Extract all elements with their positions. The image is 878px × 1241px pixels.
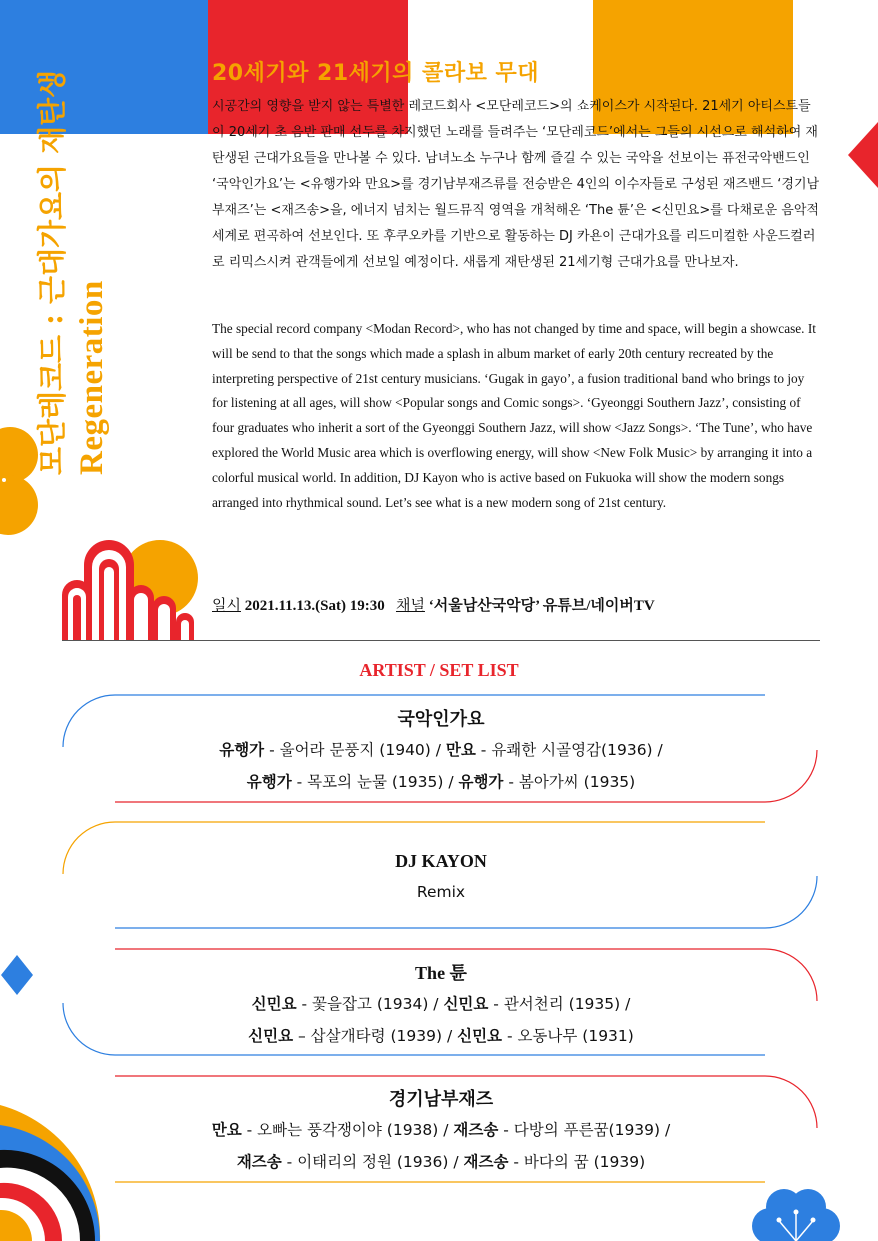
genre-label: 유행가 [458,773,504,791]
channel-value: ‘서울남산국악당’ 유튜브/네이버TV [428,598,655,614]
genre-label: 재즈송 [453,1121,499,1139]
song-entry: - 봄아가씨 (1935) [503,773,636,791]
genre-label: 재즈송 [236,1153,282,1171]
genre-label: 유행가 [219,741,265,759]
setlist-line [62,1114,820,1146]
artist-group [62,958,820,1052]
setlist-line [62,766,820,798]
song-entry: - 유쾌한 시골영감(1936) / [475,741,663,759]
song-entry: - 이태리의 정원 (1936) / [281,1153,464,1171]
blue-flower-shape [752,1189,840,1241]
song-entry: - 오동나무 (1931) [502,1027,634,1045]
artist-group [62,1084,820,1178]
side-title [32,70,112,475]
main-title: 20세기와 21세기의 콜라보 무대 [212,61,539,86]
genre-label: 신민요 [443,995,489,1013]
song-entry: - 꽃을잡고 (1934) / [296,995,444,1013]
genre-label: 재즈송 [463,1153,509,1171]
song-entry: Remix [416,883,466,901]
artist-name: 국악인가요 [397,709,485,729]
setlist-line [62,876,820,908]
setlist-heading: ARTIST / SET LIST [359,660,519,680]
genre-label: 만요 [211,1121,242,1139]
setlist-line [62,734,820,766]
intro-english: The special record company <Modan Record>, who has not changed by time and space, will begin a showcase. It will be send to that the songs which made a splash in album market of early 20th century recreated by the interpreting perspective of 21st century musicians. ‘Gugak in gayo’, a fusion traditional band who brings to joy for listening at all ages, will show <Popular songs and Comic songs>. ‘Gyeonggi Southern Jazz’, consisting of four graduates who inherit a sort of the Gyeonggi Southern Jazz, will show <Jazz Songs>. ‘The Tune’, who have explored the World Music area which is overflowing energy, will show <New Folk Music> by arranging it into a colorful musical world. In addition, DJ Kayon who is active based on Fukuoka will show the modern songs arranged into rhythmical sound. Let’s see what is a new modern song of 21st century. [212,321,816,510]
blue-diamond [1,955,33,995]
song-entry: - 다방의 푸른꿈(1939) / [498,1121,671,1139]
genre-label: 신민요 [251,995,297,1013]
side-title-en: Regeneration [74,280,110,475]
red-diamond [848,122,878,188]
schedule [212,594,655,615]
setlist-line [62,1146,820,1178]
song-entry: - 오빠는 풍각쟁이야 (1938) / [241,1121,454,1139]
genre-label: 신민요 [248,1027,294,1045]
song-entry: – 삽살개타령 (1939) / [293,1027,458,1045]
side-title-ko: 모단레코드 : 근대가요의 재탄생 [35,69,69,475]
channel-label: 채널 [395,598,425,614]
song-entry: - 울어라 문풍지 (1940) / [264,741,446,759]
artist-group [62,846,820,908]
date-label: 일시 [212,598,241,614]
artist-name: DJ KAYON [395,851,487,871]
setlist-line [62,988,820,1020]
date-value: 2021.11.13.(Sat) 19:30 [244,598,385,614]
artist-name: The 튠 [415,963,467,983]
setlist-line [62,1020,820,1052]
song-entry: - 관서천리 (1935) / [488,995,631,1013]
intro-korean: 시공간의 영향을 받지 않는 특별한 레코드회사 <모단레코드>의 쇼케이스가 시작된다. 21세기 아티스트들이 20세기 초 음반 판매 선두를 차지했던 노래를 들려주는 ‘모단레코드’에서는 그들의 시선으로 해석하여 재탄생된 근대가요들을 만나볼 수 있다. 남녀노소 누구나 함께 즐길 수 있는 국악을 선보이는 퓨전국악밴드인 ‘국악인가요’는 <유행가와 만요>를 경기남부재즈류를 전승받은 4인의 이수자들로 구성된 재즈밴드 ‘경기남부재즈’는 <재즈송>을, 에너지 넘치는 월드뮤직 영역을 개척해온 ‘The 튠’은 <신민요>를 다채로운 음악적 세계로 편곡하여 선보인다. 또 후쿠오카를 기반으로 활동하는 DJ 카욘이 근대가요를 리드미컬한 사운드컬러로 리믹스시켜 관객들에게 선보일 예정이다. 새롭게 재탄생된 21세기형 근대가요를 만나보자. [212,99,820,270]
song-entry: - 목포의 눈물 (1935) / [291,773,459,791]
artist-name: 경기남부재즈 [388,1089,494,1109]
artist-group [62,704,820,798]
genre-label: 신민요 [457,1027,503,1045]
arch-illustration [62,540,198,640]
genre-label: 만요 [445,741,476,759]
divider [62,640,820,641]
genre-label: 유행가 [246,773,292,791]
song-entry: - 바다의 꿈 (1939) [508,1153,646,1171]
